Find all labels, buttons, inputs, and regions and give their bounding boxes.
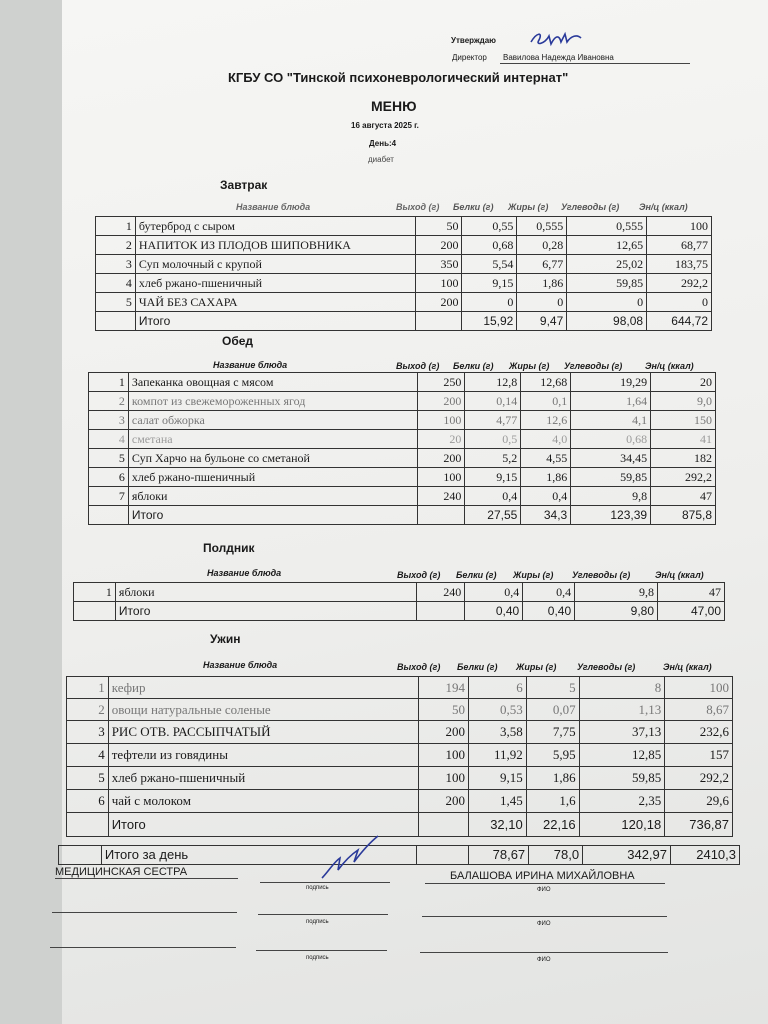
signature-line (260, 882, 390, 883)
table-row: 2 НАПИТОК ИЗ ПЛОДОВ ШИПОВНИКА 200 0,68 0,28 12,65 68,77 (96, 236, 712, 255)
signature-line (258, 914, 388, 915)
nurse-label: МЕДИЦИНСКАЯ СЕСТРА (55, 866, 188, 878)
table-row: 1 бутерброд с сыром 50 0,55 0,555 0,555 100 (96, 217, 712, 236)
table-row: 1 Запеканка овощная с мясом 250 12,8 12,68 19,29 20 (89, 373, 716, 392)
col-dish: Название блюда (203, 660, 278, 670)
dinner-title: Ужин (210, 632, 241, 646)
table-row: 3 РИС ОТВ. РАССЫПЧАТЫЙ 200 3,58 7,75 37,13 232,6 (67, 721, 733, 744)
table-row: 5 ЧАЙ БЕЗ САХАРА 200 0 0 0 0 (96, 293, 712, 312)
col-output: Выход (г) (397, 570, 441, 580)
signature-line (422, 916, 667, 917)
table-row: 3 салат обжорка 100 4,77 12,6 4,1 150 (89, 411, 716, 430)
total-row: Итого 27,55 34,3 123,39 875,8 (89, 506, 716, 525)
total-row: Итого 15,92 9,47 98,08 644,72 (96, 312, 712, 331)
col-fat: Жиры (г) (508, 202, 549, 212)
table-row: 3 Суп молочный с крупой 350 5,54 6,77 25,02 183,75 (96, 255, 712, 274)
table-row: 4 хлеб ржано-пшеничный 100 9,15 1,86 59,85 292,2 (96, 274, 712, 293)
table-row: 4 сметана 20 0,5 4,0 0,68 41 (89, 430, 716, 449)
snack-table (73, 582, 725, 621)
diet-label: диабет (368, 155, 394, 164)
director-line (500, 63, 690, 64)
director-signature (525, 26, 585, 50)
nurse-signature (318, 832, 382, 884)
col-energy: Эн/ц (ккал) (663, 662, 712, 672)
table-row: 5 хлеб ржано-пшеничный 100 9,15 1,86 59,85 292,2 (67, 767, 733, 790)
col-carbs: Углеводы (г) (577, 662, 636, 672)
table-row: 1 яблоки 240 0,4 0,4 9,8 47 (74, 583, 725, 602)
institution-title: КГБУ СО "Тинской психоневрологический интернат" (228, 70, 569, 85)
total-row: Итого 0,40 0,40 9,80 47,00 (74, 602, 725, 621)
table-row: 6 хлеб ржано-пшеничный 100 9,15 1,86 59,85 292,2 (89, 468, 716, 487)
table-row: 5 Суп Харчо на бульоне со сметаной 200 5,2 4,55 34,45 182 (89, 449, 716, 468)
fio-caption: ФИО (537, 957, 551, 963)
lunch-title: Обед (222, 334, 254, 348)
signature-line (50, 947, 236, 948)
nurse-name: БАЛАШОВА ИРИНА МИХАЙЛОВНА (450, 870, 635, 882)
sign-caption: подпись (306, 919, 329, 925)
col-energy: Эн/ц (ккал) (639, 202, 688, 212)
col-energy: Эн/ц (ккал) (655, 570, 704, 580)
sign-caption: подпись (306, 885, 329, 891)
signature-line (52, 912, 237, 913)
dinner-table (66, 676, 733, 837)
table-row: 1 кефир 194 6 5 8 100 (67, 677, 733, 699)
col-dish: Название блюда (207, 568, 282, 578)
breakfast-table (95, 216, 712, 331)
table-row: 2 овощи натуральные соленые 50 0,53 0,07 1,13 8,67 (67, 699, 733, 721)
signature-line (420, 952, 668, 953)
menu-date: 16 августа 2025 г. (351, 121, 419, 130)
lunch-table (88, 372, 716, 525)
col-protein: Белки (г) (456, 570, 497, 580)
sign-caption: подпись (306, 955, 329, 961)
col-carbs: Углеводы (г) (572, 570, 631, 580)
col-fat: Жиры (г) (513, 570, 554, 580)
col-output: Выход (г) (397, 662, 441, 672)
col-dish: Название блюда (236, 202, 311, 212)
approve-label: Утверждаю (451, 36, 496, 45)
table-row: 4 тефтели из говядины 100 11,92 5,95 12,85 157 (67, 744, 733, 767)
col-output: Выход (г) (396, 202, 440, 212)
col-fat: Жиры (г) (516, 662, 557, 672)
director-label: Директор (452, 53, 487, 62)
menu-title: МЕНЮ (371, 98, 417, 114)
signature-line (425, 883, 665, 884)
col-protein: Белки (г) (457, 662, 498, 672)
signature-line (256, 950, 387, 951)
col-dish: Название блюда (213, 360, 288, 370)
snack-title: Полдник (203, 541, 255, 555)
col-energy: Эн/ц (ккал) (645, 361, 694, 371)
total-row: Итого за день 78,67 78,0 342,97 2410,3 (59, 846, 740, 865)
table-row: 6 чай с молоком 200 1,45 1,6 2,35 29,6 (67, 790, 733, 813)
breakfast-title: Завтрак (220, 178, 268, 192)
table-row: 2 компот из свежемороженных ягод 200 0,14 0,1 1,64 9,0 (89, 392, 716, 411)
col-carbs: Углеводы (г) (561, 202, 620, 212)
col-protein: Белки (г) (453, 202, 494, 212)
fio-caption: ФИО (537, 887, 551, 893)
director-name: Вавилова Надежда Ивановна (503, 53, 614, 62)
col-fat: Жиры (г) (509, 361, 550, 371)
col-protein: Белки (г) (453, 361, 494, 371)
menu-day: День:4 (369, 139, 397, 148)
table-row: 7 яблоки 240 0,4 0,4 9,8 47 (89, 487, 716, 506)
col-carbs: Углеводы (г) (564, 361, 623, 371)
day-total-table (58, 845, 740, 865)
fio-caption: ФИО (537, 921, 551, 927)
signature-line (55, 878, 238, 879)
col-output: Выход (г) (396, 361, 440, 371)
total-row: Итого 32,10 22,16 120,18 736,87 (67, 813, 733, 837)
